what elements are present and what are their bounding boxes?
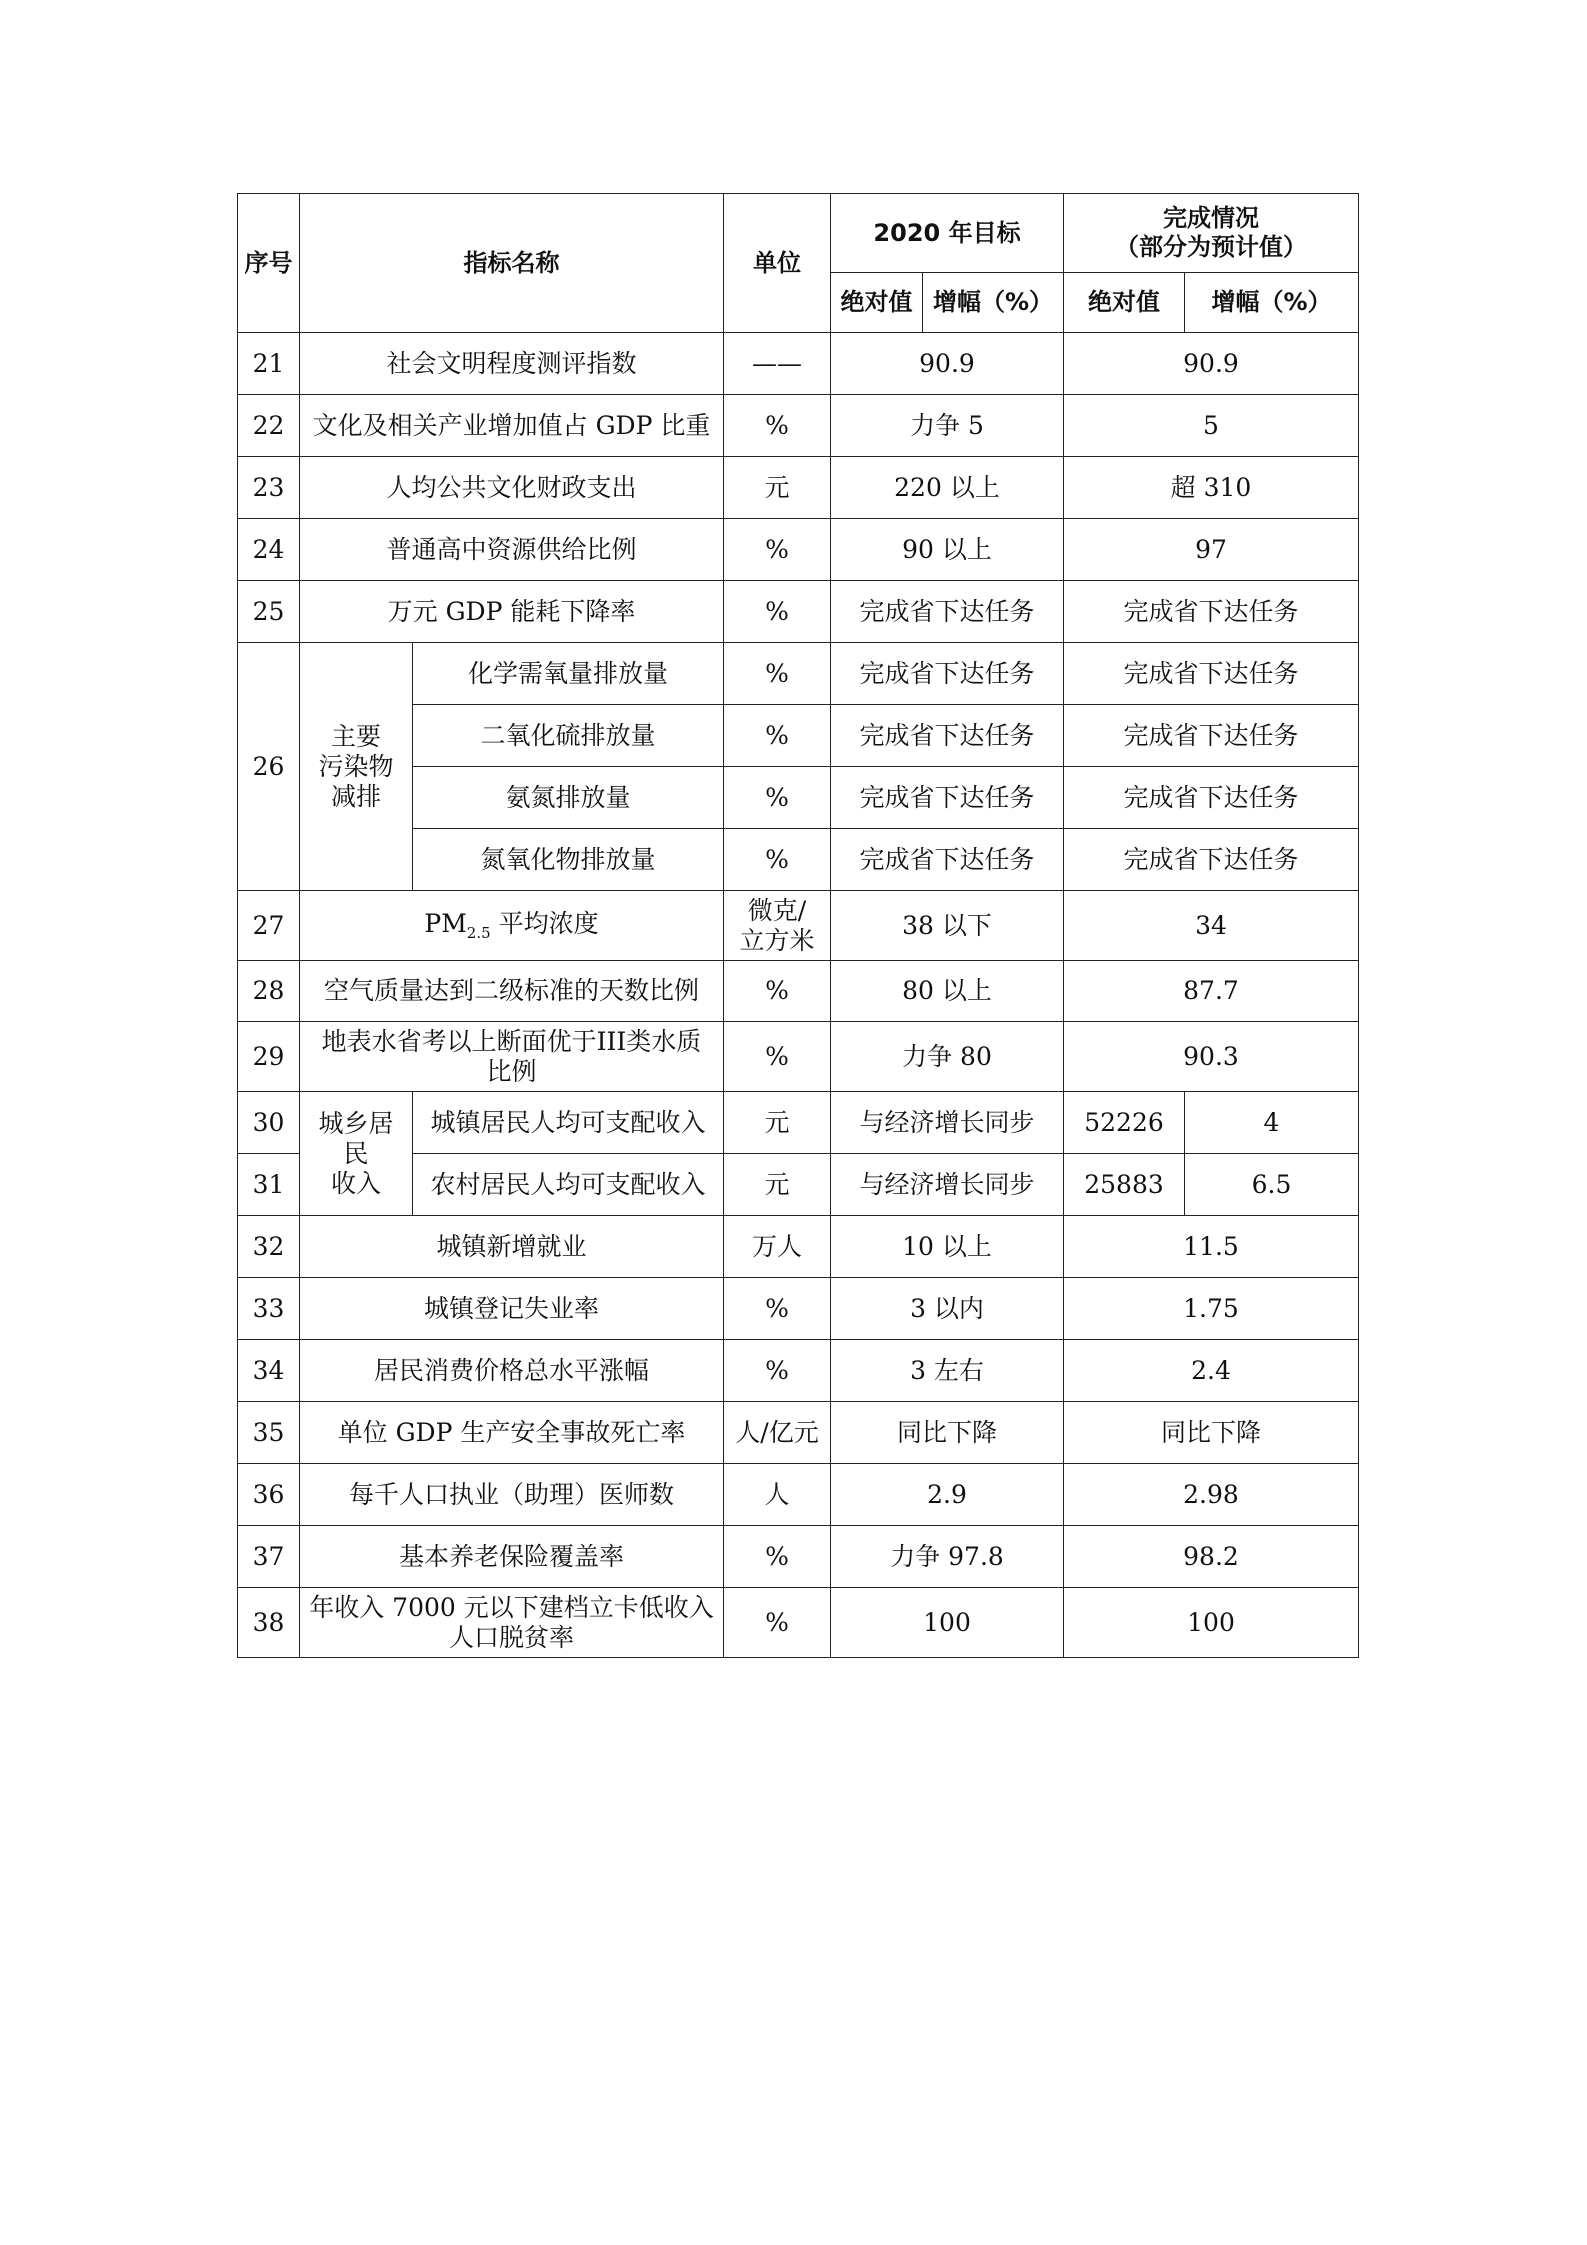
row-target: 完成省下达任务 bbox=[831, 643, 1064, 705]
row-done: 97 bbox=[1064, 519, 1359, 581]
row-name: 农村居民人均可支配收入 bbox=[413, 1154, 724, 1216]
name-line: 比例 bbox=[486, 1056, 537, 1086]
row-done: 100 bbox=[1064, 1588, 1359, 1658]
row-unit: 万人 bbox=[724, 1216, 831, 1278]
row-done: 87.7 bbox=[1064, 961, 1359, 1022]
row-seq: 25 bbox=[238, 581, 300, 643]
row-target: 3 左右 bbox=[831, 1340, 1064, 1402]
header-target-abs: 绝对值 bbox=[831, 273, 923, 333]
row-target: 力争 97.8 bbox=[831, 1526, 1064, 1588]
row-name: 城镇登记失业率 bbox=[300, 1278, 724, 1340]
table-row bbox=[238, 1340, 1359, 1402]
row-seq: 37 bbox=[238, 1526, 300, 1588]
row-done: 11.5 bbox=[1064, 1216, 1359, 1278]
row-seq: 24 bbox=[238, 519, 300, 581]
row-done: 90.9 bbox=[1064, 333, 1359, 395]
header-row bbox=[238, 194, 1359, 273]
row-target: 完成省下达任务 bbox=[831, 829, 1064, 891]
row-done: 34 bbox=[1064, 891, 1359, 961]
header-name: 指标名称 bbox=[300, 194, 724, 333]
row-seq: 26 bbox=[238, 643, 300, 891]
row-done: 完成省下达任务 bbox=[1064, 643, 1359, 705]
row-done: 5 bbox=[1064, 395, 1359, 457]
row-name: 社会文明程度测评指数 bbox=[300, 333, 724, 395]
header-seq: 序号 bbox=[238, 194, 300, 333]
table-row bbox=[238, 1278, 1359, 1340]
row-seq: 23 bbox=[238, 457, 300, 519]
row-target: 与经济增长同步 bbox=[831, 1092, 1064, 1154]
row-name: 氨氮排放量 bbox=[413, 767, 724, 829]
row-done: 同比下降 bbox=[1064, 1402, 1359, 1464]
row-seq: 32 bbox=[238, 1216, 300, 1278]
row-target: 完成省下达任务 bbox=[831, 705, 1064, 767]
row-target: 与经济增长同步 bbox=[831, 1154, 1064, 1216]
header-unit: 单位 bbox=[724, 194, 831, 333]
row-name: 城镇居民人均可支配收入 bbox=[413, 1092, 724, 1154]
row-target: 力争 5 bbox=[831, 395, 1064, 457]
row-target: 90.9 bbox=[831, 333, 1064, 395]
row-unit: 人 bbox=[724, 1464, 831, 1526]
row-unit: 元 bbox=[724, 457, 831, 519]
row-name: 化学需氧量排放量 bbox=[413, 643, 724, 705]
header-completion bbox=[1064, 194, 1359, 273]
row-name: 文化及相关产业增加值占 GDP 比重 bbox=[300, 395, 724, 457]
row-target: 3 以内 bbox=[831, 1278, 1064, 1340]
row-target: 同比下降 bbox=[831, 1402, 1064, 1464]
row-seq: 38 bbox=[238, 1588, 300, 1658]
row-target: 完成省下达任务 bbox=[831, 767, 1064, 829]
row-target: 220 以上 bbox=[831, 457, 1064, 519]
table-row bbox=[238, 891, 1359, 961]
row-name: 空气质量达到二级标准的天数比例 bbox=[300, 961, 724, 1022]
unit-line: 微克/ bbox=[747, 895, 807, 925]
table-row bbox=[238, 961, 1359, 1022]
row-name: 每千人口执业（助理）医师数 bbox=[300, 1464, 724, 1526]
row-name bbox=[300, 1588, 724, 1658]
row-done: 完成省下达任务 bbox=[1064, 829, 1359, 891]
group-label-line: 污染物 bbox=[318, 751, 394, 781]
row-name: 单位 GDP 生产安全事故死亡率 bbox=[300, 1402, 724, 1464]
row-unit: % bbox=[724, 581, 831, 643]
table-row bbox=[238, 1526, 1359, 1588]
table-row bbox=[238, 1402, 1359, 1464]
row-done: 1.75 bbox=[1064, 1278, 1359, 1340]
row-unit: —— bbox=[724, 333, 831, 395]
table-row bbox=[238, 457, 1359, 519]
row-done: 90.3 bbox=[1064, 1022, 1359, 1092]
row-unit: 元 bbox=[724, 1154, 831, 1216]
row-seq: 33 bbox=[238, 1278, 300, 1340]
row-seq: 30 bbox=[238, 1092, 300, 1154]
row-target: 90 以上 bbox=[831, 519, 1064, 581]
row-seq: 29 bbox=[238, 1022, 300, 1092]
row-target: 38 以下 bbox=[831, 891, 1064, 961]
row-unit: % bbox=[724, 1278, 831, 1340]
row-name: 万元 GDP 能耗下降率 bbox=[300, 581, 724, 643]
table-row bbox=[238, 519, 1359, 581]
income-group-label bbox=[300, 1092, 413, 1216]
row-name: 城镇新增就业 bbox=[300, 1216, 724, 1278]
table-row bbox=[238, 1216, 1359, 1278]
row-name: 氮氧化物排放量 bbox=[413, 829, 724, 891]
row-name: 居民消费价格总水平涨幅 bbox=[300, 1340, 724, 1402]
row-unit: % bbox=[724, 829, 831, 891]
row-done-growth: 4 bbox=[1185, 1092, 1359, 1154]
row-done: 2.98 bbox=[1064, 1464, 1359, 1526]
row-seq: 35 bbox=[238, 1402, 300, 1464]
header-completion-title: 完成情况 bbox=[1163, 204, 1259, 233]
pm-subscript: 2.5 bbox=[466, 924, 491, 942]
row-unit: % bbox=[724, 1588, 831, 1658]
table-row bbox=[238, 333, 1359, 395]
row-name bbox=[300, 1022, 724, 1092]
row-unit: % bbox=[724, 1526, 831, 1588]
row-done-abs: 25883 bbox=[1064, 1154, 1185, 1216]
row-seq: 31 bbox=[238, 1154, 300, 1216]
unit-line: 立方米 bbox=[739, 925, 815, 955]
row-done: 超 310 bbox=[1064, 457, 1359, 519]
row-unit: % bbox=[724, 1340, 831, 1402]
row-done: 完成省下达任务 bbox=[1064, 767, 1359, 829]
row-unit: % bbox=[724, 519, 831, 581]
row-target: 力争 80 bbox=[831, 1022, 1064, 1092]
pm-label: PM bbox=[424, 909, 467, 938]
row-seq: 21 bbox=[238, 333, 300, 395]
row-seq: 27 bbox=[238, 891, 300, 961]
indicator-table bbox=[237, 193, 1359, 1658]
group-label-line: 减排 bbox=[330, 781, 381, 811]
row-name bbox=[300, 891, 724, 961]
group-label-line: 民 bbox=[343, 1138, 369, 1168]
pm-label-suffix: 平均浓度 bbox=[490, 909, 599, 938]
header-done-growth: 增幅（%） bbox=[1185, 273, 1359, 333]
pollutant-group-label bbox=[300, 643, 413, 891]
row-name: 人均公共文化财政支出 bbox=[300, 457, 724, 519]
row-seq: 36 bbox=[238, 1464, 300, 1526]
header-target: 2020 年目标 bbox=[831, 194, 1064, 273]
table-row bbox=[238, 1588, 1359, 1658]
header-target-growth: 增幅（%） bbox=[923, 273, 1064, 333]
table-row bbox=[238, 1464, 1359, 1526]
header-done-abs: 绝对值 bbox=[1064, 273, 1185, 333]
row-unit bbox=[724, 891, 831, 961]
row-name: 基本养老保险覆盖率 bbox=[300, 1526, 724, 1588]
name-line: 地表水省考以上断面优于III类水质 bbox=[321, 1026, 702, 1056]
table-row bbox=[238, 1022, 1359, 1092]
row-unit: % bbox=[724, 643, 831, 705]
row-unit: 人/亿元 bbox=[724, 1402, 831, 1464]
row-done: 完成省下达任务 bbox=[1064, 705, 1359, 767]
row-target: 10 以上 bbox=[831, 1216, 1064, 1278]
table-row bbox=[238, 1092, 1359, 1154]
group-label-line: 城乡居 bbox=[318, 1108, 394, 1138]
row-target: 2.9 bbox=[831, 1464, 1064, 1526]
row-unit: % bbox=[724, 961, 831, 1022]
row-name: 普通高中资源供给比例 bbox=[300, 519, 724, 581]
row-done: 2.4 bbox=[1064, 1340, 1359, 1402]
row-done: 98.2 bbox=[1064, 1526, 1359, 1588]
row-name: 二氧化硫排放量 bbox=[413, 705, 724, 767]
row-unit: % bbox=[724, 1022, 831, 1092]
name-line: 人口脱贫率 bbox=[448, 1622, 574, 1652]
row-target: 100 bbox=[831, 1588, 1064, 1658]
row-unit: % bbox=[724, 767, 831, 829]
row-unit: 元 bbox=[724, 1092, 831, 1154]
name-line: 年收入 7000 元以下建档立卡低收入 bbox=[309, 1592, 714, 1622]
group-label-line: 收入 bbox=[330, 1168, 381, 1198]
row-target: 80 以上 bbox=[831, 961, 1064, 1022]
table-row bbox=[238, 395, 1359, 457]
group-label-line: 主要 bbox=[330, 721, 381, 751]
row-done-abs: 52226 bbox=[1064, 1092, 1185, 1154]
row-seq: 28 bbox=[238, 961, 300, 1022]
row-target: 完成省下达任务 bbox=[831, 581, 1064, 643]
row-done: 完成省下达任务 bbox=[1064, 581, 1359, 643]
table-row bbox=[238, 581, 1359, 643]
row-done-growth: 6.5 bbox=[1185, 1154, 1359, 1216]
row-unit: % bbox=[724, 395, 831, 457]
row-seq: 22 bbox=[238, 395, 300, 457]
header-completion-note: （部分为预计值） bbox=[1115, 233, 1307, 261]
row-seq: 34 bbox=[238, 1340, 300, 1402]
table-row bbox=[238, 643, 1359, 705]
row-unit: % bbox=[724, 705, 831, 767]
